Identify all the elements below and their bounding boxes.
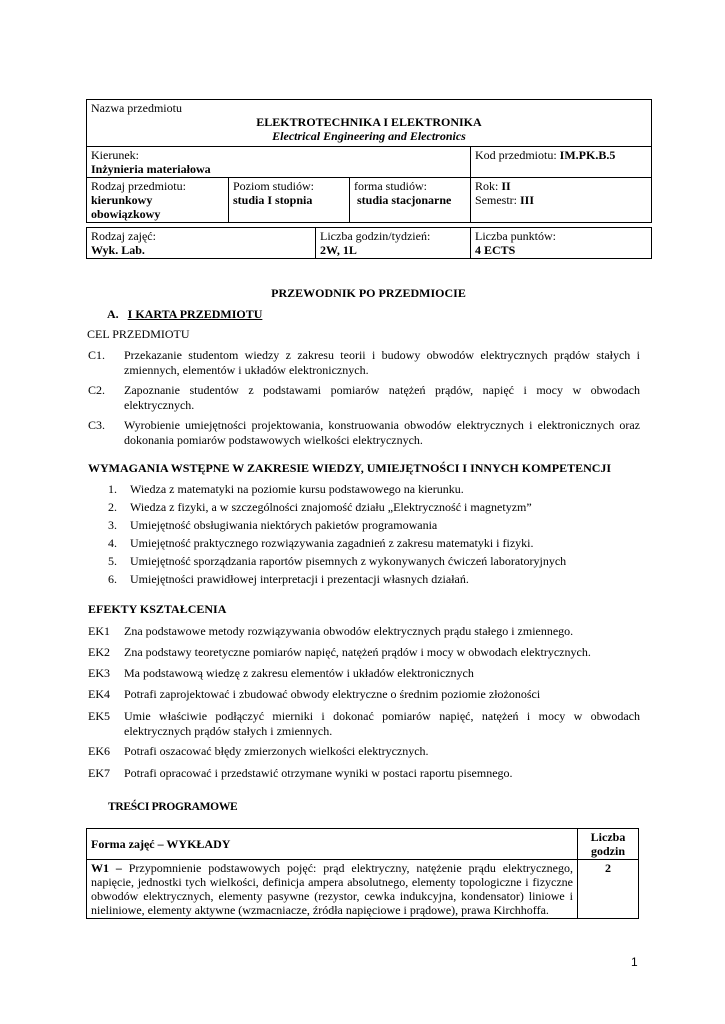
requirement-text: Umiejętności prawidłowej interpretacji i prezentacji własnych działań. — [130, 572, 469, 586]
subject-title-en: Electrical Engineering and Electronics — [272, 129, 466, 143]
outcome-code: EK7 — [88, 766, 110, 780]
requirement-num: 5. — [108, 554, 117, 568]
program-heading: TREŚCI PROGRAMOWE — [108, 801, 238, 813]
level-cell — [229, 178, 350, 223]
subject-title: ELEKTROTECHNIKA I ELEKTRONIKA — [256, 115, 482, 129]
points-cell — [471, 228, 652, 259]
outcome-text: Potrafi opracować i przedstawić otrzymane wyniki w postaci raportu pisemnego. — [124, 766, 513, 780]
field-cell — [87, 147, 471, 178]
outcome-text: Umie właściwie podłączyć mierniki i dokonać pomiarów napięć, natężeń i mocy w obwodach elektrycznych prądów stałych i zmiennych. — [124, 709, 640, 738]
outcome-code: EK6 — [88, 744, 110, 758]
requirement-num: 1. — [108, 482, 117, 496]
requirement-num: 3. — [108, 518, 117, 532]
level-value: studia I stopnia — [233, 193, 313, 207]
table-header-row — [87, 829, 639, 860]
year-cell — [471, 178, 652, 223]
requirement-text: Umiejętność praktycznego rozwiązywania zagadnień z zakresu matematyki i fizyki. — [130, 536, 534, 550]
type-value: kierunkowy obowiązkowy — [91, 193, 161, 221]
hours-value: 2W, 1L — [320, 243, 357, 257]
goal-text: Przekazanie studentom wiedzy z zakresu teorii i budowy obwodów elektrycznych prądów stałych i zmiennych, elementów i układów elektronicznych. — [124, 348, 640, 377]
goal-heading: CEL PRZEDMIOTU — [87, 327, 190, 341]
points-label: Liczba punktów: — [475, 229, 556, 243]
subject-label: Nazwa przedmiotu — [91, 101, 182, 115]
field-label: Kierunek: — [91, 148, 139, 162]
requirement-text: Wiedza z matematyki na poziomie kursu podstawowego na kierunku. — [130, 482, 464, 496]
lectures-table — [86, 828, 639, 919]
year-value: II — [501, 179, 511, 193]
requirement-item — [108, 536, 534, 551]
outcome-code: EK2 — [88, 645, 110, 659]
requirement-item — [108, 518, 438, 533]
semester-value: III — [520, 193, 535, 207]
lecture-text: Przypomnienie podstawowych pojęć: prąd elektryczny, natężenie prądu elektrycznego, napięcie, jednostki tych wielkości, definicja ampera absolutnego, elementy topologiczne i fizyczne obwodów elektrycznych, elementy pasywne (rezystor, cewka indukcyjna, kondensator) liniowe i nieliniowe, elementy aktywne (wzmacniacze, źródła napięciowe i prądowe), prawa Kirchhoffa. — [91, 861, 574, 917]
level-label: Poziom studiów: — [233, 179, 315, 193]
classes-value: Wyk. Lab. — [91, 243, 145, 257]
code-value: IM.PK.B.5 — [559, 148, 616, 162]
form-cell — [350, 178, 471, 223]
outcome-code: EK3 — [88, 666, 110, 680]
year-label: Rok: — [475, 179, 502, 193]
course-header-table-bottom — [86, 227, 652, 259]
section-a-letter: A. — [107, 307, 119, 321]
lecture-description — [87, 860, 578, 919]
requirement-text: Umiejętność obsługiwania niektórych pakietów programowania — [130, 518, 438, 532]
classes-label: Rodzaj zajęć: — [91, 229, 156, 243]
course-header-table — [86, 99, 652, 223]
code-cell — [471, 147, 652, 178]
section-a-heading — [107, 307, 262, 322]
requirement-item — [108, 572, 469, 587]
outcome-text: Zna podstawy teoretyczne pomiarów napięć, natężeń prądów i mocy w obwodach elektrycznych. — [124, 645, 591, 659]
outcome-text: Ma podstawową wiedzę z zakresu elementów i układów elektronicznych — [124, 666, 474, 680]
type-cell — [87, 178, 229, 223]
form-value: studia stacjonarne — [357, 193, 452, 207]
requirement-item — [108, 482, 464, 497]
requirement-text: Wiedza z fizyki, a w szczególności znajomość działu „Elektryczność i magnetyzm” — [130, 500, 532, 514]
requirement-item — [108, 554, 567, 569]
guide-title: PRZEWODNIK PO PRZEDMIOCIE — [271, 286, 466, 300]
outcome-text: Potrafi zaprojektować i zbudować obwody elektryczne o średnim poziomie złożoności — [124, 687, 541, 701]
field-value: Inżynieria materiałowa — [91, 162, 211, 176]
table-row — [87, 860, 639, 919]
outcome-text: Potrafi oszacować błędy zmierzonych wielkości elektrycznych. — [124, 744, 429, 758]
code-label: Kod przedmiotu: — [475, 148, 560, 162]
outcome-text: Zna podstawowe metody rozwiązywania obwodów elektrycznych prądu stałego i zmiennego. — [124, 624, 574, 638]
classes-cell — [87, 228, 316, 259]
lecture-code: W1 – — [91, 861, 129, 875]
goal-text: Zapoznanie studentów z podstawami pomiarów natężeń prądów, napięć i mocy w obwodach elektrycznych. — [124, 383, 640, 412]
subject-cell — [87, 100, 652, 147]
requirement-num: 4. — [108, 536, 117, 550]
requirement-num: 2. — [108, 500, 117, 514]
outcomes-heading: EFEKTY KSZTAŁCENIA — [88, 602, 227, 616]
goal-code: C3. — [88, 418, 106, 432]
type-label: Rodzaj przedmiotu: — [91, 179, 186, 193]
page-number: 1 — [631, 955, 638, 969]
lecture-hours: 2 — [578, 860, 639, 919]
section-a-title: I KARTA PRZEDMIOTU — [127, 307, 263, 321]
requirement-num: 6. — [108, 572, 117, 586]
points-value: 4 ECTS — [475, 243, 516, 257]
outcome-code: EK1 — [88, 624, 110, 638]
semester-label: Semestr: — [475, 193, 520, 207]
form-label: forma studiów: — [354, 179, 427, 193]
outcome-code: EK5 — [88, 709, 110, 723]
hours-label: Liczba godzin/tydzień: — [320, 229, 431, 243]
goal-code: C1. — [88, 348, 106, 362]
goal-text: Wyrobienie umiejętności projektowania, konstruowania obwodów elektrycznych i elektronicznych oraz dokonania pomiarów podstawowych wielkości elektrycznych. — [124, 418, 640, 447]
outcome-code: EK4 — [88, 687, 110, 701]
requirements-heading: WYMAGANIA WSTĘPNE W ZAKRESIE WIEDZY, UMIEJĘTNOŚCI I INNYCH KOMPETENCJI — [88, 461, 612, 475]
requirement-item — [108, 500, 532, 515]
hours-cell — [316, 228, 471, 259]
col-hours-header: Liczba godzin — [578, 829, 639, 860]
requirement-text: Umiejętność sporządzania raportów pisemnych z wykonywanych ćwiczeń laboratoryjnych — [130, 554, 567, 568]
goal-code: C2. — [88, 383, 106, 397]
col-form-header: Forma zajęć – WYKŁADY — [87, 829, 578, 860]
